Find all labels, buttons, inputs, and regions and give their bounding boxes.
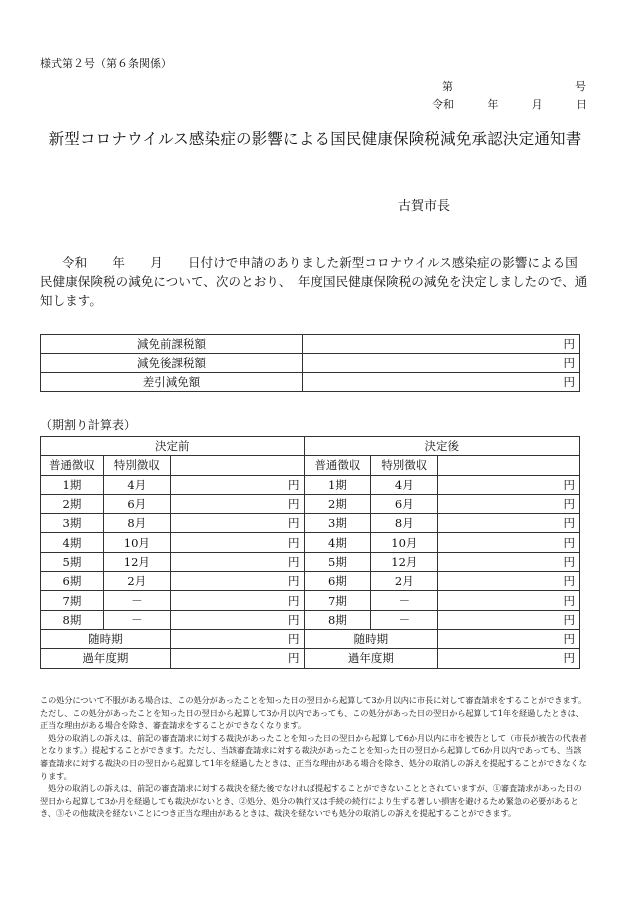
- before-amount: 円: [170, 514, 304, 533]
- before-special-month: －: [103, 610, 170, 629]
- after-period: 3期: [304, 514, 371, 533]
- before-header: 決定前: [41, 437, 305, 456]
- before-amount: 円: [170, 629, 304, 648]
- note-paragraph: この処分について不服がある場合は、この処分があったことを知った日の翌日から起算して3か月以内に市長に対して審査請求をすることができます。ただし、この処分があったことを知った日の翌日から起算して3か月以内であっても、この処分があった日の翌日から起算して1年を経過したときは、正当な理由がある場合を除き、審査請求をすることができなくなります。: [40, 695, 587, 731]
- after-extra-label: 過年度期: [304, 649, 438, 668]
- note-paragraph: 処分の取消しの訴えは、前記の審査請求に対する裁決を経た後でなければ提起することができないこととされていますが、①審査請求があった日の翌日から起算して3か月を経過しても裁決がないとき、②処分、処分の執行又は手続の続行により生ずる著しい損害を避けるため緊急の必要があるとき、③その他裁決を経ないことにつき正当な理由があるときは、裁決を経ないでも処分の取消しの訴えを提起することができます。: [40, 783, 582, 819]
- before-period: 3期: [41, 514, 104, 533]
- after-special-month: 10月: [371, 533, 438, 552]
- after-regular-header: 普通徴収: [304, 456, 371, 475]
- before-amount: 円: [170, 552, 304, 571]
- summary-value: 円: [303, 373, 580, 392]
- after-period: 6期: [304, 572, 371, 591]
- after-period: 1期: [304, 475, 371, 494]
- before-extra-label: 随時期: [41, 629, 171, 648]
- installment-row: [41, 591, 580, 610]
- installment-row: [41, 552, 580, 571]
- installment-row: [41, 610, 580, 629]
- before-amount-header: [170, 456, 304, 475]
- before-amount: 円: [170, 591, 304, 610]
- summary-row: [41, 373, 580, 392]
- document-title: 新型コロナウイルス感染症の影響による国民健康保険税減免承認決定通知書: [48, 130, 582, 148]
- before-special-month: 8月: [103, 514, 170, 533]
- before-period: 4期: [41, 533, 104, 552]
- before-regular-header: 普通徴収: [41, 456, 104, 475]
- after-special-month: 8月: [371, 514, 438, 533]
- after-special-month: 2月: [371, 572, 438, 591]
- after-header: 決定後: [304, 437, 580, 456]
- before-special-month: 6月: [103, 494, 170, 513]
- document-date-line: [432, 96, 587, 112]
- summary-label: 減免前課税額: [41, 335, 303, 354]
- installment-header-row: [41, 437, 580, 456]
- note-paragraph: 処分の取消しの訴えは、前記の審査請求に対する裁決があったことを知った日の翌日から起算して6か月以内に市を被告として（市長が被告の代表者となります。）提起することができます。ただし、当該審査請求に対する裁決があったことを知った日の翌日から起算して6か月以内であっても、当該審査請求に対する裁決の日の翌日から起算して1年を経過したときは、正当な理由がある場合を除き、処分の取消しの訴えを提起することができなくなります。: [40, 732, 587, 781]
- after-special-month: －: [371, 610, 438, 629]
- after-period: 2期: [304, 494, 371, 513]
- after-special-month: 4月: [371, 475, 438, 494]
- installment-row: [41, 572, 580, 591]
- number-suffix: 号: [575, 80, 586, 93]
- issuer-name: 古賀市長: [398, 199, 451, 214]
- installment-caption: （期割り計算表）: [40, 418, 137, 432]
- notice-body: 令和 年 月 日付けで申請のありました新型コロナウイルス感染症の影響による国民健康保険税の減免について、次のとおり、 年度国民健康保険税の減免を決定しましたので、通知します。: [40, 255, 588, 308]
- before-special-month: －: [103, 591, 170, 610]
- summary-label: 減免後課税額: [41, 354, 303, 373]
- before-period: 6期: [41, 572, 104, 591]
- before-special-month: 4月: [103, 475, 170, 494]
- date-year: 年: [487, 98, 499, 111]
- installment-row: [41, 494, 580, 513]
- after-amount: 円: [438, 591, 580, 610]
- before-amount: 円: [170, 649, 304, 668]
- before-special-month: 10月: [103, 533, 170, 552]
- summary-table: [40, 334, 580, 392]
- after-amount: 円: [438, 649, 580, 668]
- installment-extra-row: [41, 649, 580, 668]
- after-amount: 円: [438, 552, 580, 571]
- form-number: 様式第２号（第６条関係）: [40, 57, 172, 70]
- before-period: 2期: [41, 494, 104, 513]
- before-amount: 円: [170, 572, 304, 591]
- after-period: 5期: [304, 552, 371, 571]
- after-amount: 円: [438, 514, 580, 533]
- after-period: 4期: [304, 533, 371, 552]
- installment-subheader-row: [41, 456, 580, 475]
- summary-label: 差引減免額: [41, 373, 303, 392]
- after-special-month: 6月: [371, 494, 438, 513]
- installment-row: [41, 514, 580, 533]
- before-amount: 円: [170, 610, 304, 629]
- summary-row: [41, 335, 580, 354]
- before-amount: 円: [170, 494, 304, 513]
- date-era: 令和: [432, 98, 454, 111]
- before-special-header: 特別徴収: [103, 456, 170, 475]
- after-amount: 円: [438, 629, 580, 648]
- before-special-month: 2月: [103, 572, 170, 591]
- after-amount: 円: [438, 475, 580, 494]
- after-amount: 円: [438, 610, 580, 629]
- installment-row: [41, 475, 580, 494]
- before-period: 1期: [41, 475, 104, 494]
- after-amount-header: [438, 456, 580, 475]
- installment-extra-row: [41, 629, 580, 648]
- before-amount: 円: [170, 475, 304, 494]
- after-extra-label: 随時期: [304, 629, 438, 648]
- summary-row: [41, 354, 580, 373]
- appeal-notes: [40, 694, 588, 820]
- date-month: 月: [531, 98, 543, 111]
- summary-value: 円: [303, 354, 580, 373]
- before-period: 8期: [41, 610, 104, 629]
- before-special-month: 12月: [103, 552, 170, 571]
- after-special-month: －: [371, 591, 438, 610]
- after-special-header: 特別徴収: [371, 456, 438, 475]
- installment-table: [40, 436, 580, 669]
- after-special-month: 12月: [371, 552, 438, 571]
- after-period: 7期: [304, 591, 371, 610]
- before-period: 5期: [41, 552, 104, 571]
- after-period: 8期: [304, 610, 371, 629]
- after-amount: 円: [438, 533, 580, 552]
- date-day: 日: [575, 98, 587, 111]
- summary-value: 円: [303, 335, 580, 354]
- after-amount: 円: [438, 494, 580, 513]
- number-prefix: 第: [442, 80, 453, 93]
- document-number-line: [438, 78, 586, 94]
- before-extra-label: 過年度期: [41, 649, 171, 668]
- installment-row: [41, 533, 580, 552]
- after-amount: 円: [438, 572, 580, 591]
- before-period: 7期: [41, 591, 104, 610]
- before-amount: 円: [170, 533, 304, 552]
